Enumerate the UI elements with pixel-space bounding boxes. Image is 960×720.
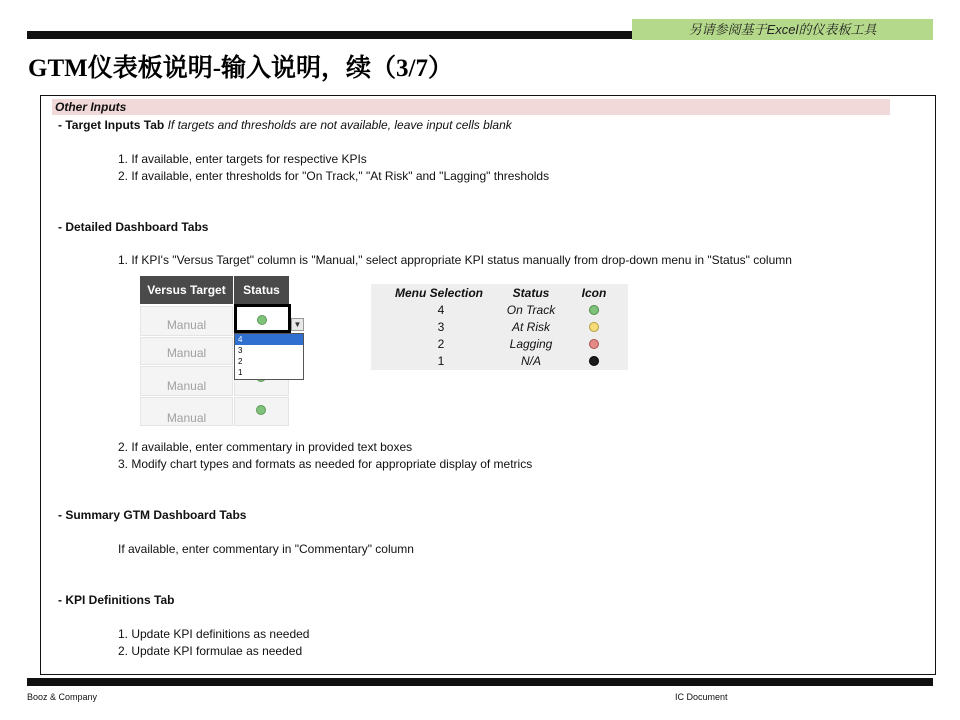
status-legend-table: [371, 284, 628, 370]
status-green-icon: [256, 405, 266, 415]
dropdown-option[interactable]: 2: [238, 357, 243, 366]
section-header: Other Inputs: [52, 99, 890, 115]
page-title: GTM仪表板说明-输入说明，续（3/7）: [28, 55, 453, 82]
legend-status: Lagging: [509, 337, 553, 351]
footer-document-label: IC Document: [675, 692, 728, 702]
target-inputs-line: [58, 118, 512, 132]
footer-company: Booz & Company: [27, 692, 98, 702]
dropdown-option[interactable]: 3: [238, 346, 243, 355]
summary-item: If available, enter commentary in "Commentary" column: [118, 542, 414, 556]
versus-target-cell: Manual: [140, 306, 233, 336]
versus-target-cell: Manual: [140, 397, 233, 426]
lagging-icon: [589, 339, 599, 349]
status-dropdown-list[interactable]: [234, 333, 304, 380]
legend-selection: 4: [437, 303, 445, 317]
kpi-item-1: 1. Update KPI definitions as needed: [118, 627, 310, 641]
versus-target-cell: Manual: [140, 337, 233, 365]
legend-selection: 1: [437, 354, 445, 368]
detailed-item-1: 1. If KPI's "Versus Target" column is "Manual," select appropriate KPI status manually from drop-down menu in "Status" column: [118, 253, 792, 267]
legend-status: On Track: [506, 303, 556, 317]
legend-header-icon: Icon: [581, 286, 607, 300]
legend-status: At Risk: [511, 320, 550, 334]
kpi-item-2: 2. Update KPI formulae as needed: [118, 644, 303, 658]
dropdown-arrow-icon[interactable]: ▼: [291, 318, 304, 331]
detailed-item-2: 2. If available, enter commentary in provided text boxes: [118, 440, 413, 454]
status-green-icon: [257, 315, 267, 325]
legend-header-selection: Menu Selection: [395, 286, 484, 300]
summary-tabs-heading: - Summary GTM Dashboard Tabs: [58, 508, 247, 522]
on-track-icon: [589, 305, 599, 315]
legend-selection: 3: [437, 320, 445, 334]
legend-header-status: Status: [512, 286, 550, 300]
dropdown-option[interactable]: 4: [235, 334, 303, 345]
detailed-item-3: 3. Modify chart types and formats as needed for appropriate display of metrics: [118, 457, 533, 471]
detailed-tabs-heading: - Detailed Dashboard Tabs: [58, 220, 209, 234]
dropdown-option[interactable]: 1: [238, 368, 243, 377]
na-icon: [589, 356, 599, 366]
target-item-2: 2. If available, enter thresholds for "On Track," "At Risk" and "Lagging" thresholds: [118, 169, 550, 183]
versus-target-cell: Manual: [140, 366, 233, 396]
at-risk-icon: [589, 322, 599, 332]
target-inputs-heading: - Target Inputs Tab: [58, 118, 165, 132]
status-header: Status: [234, 276, 289, 304]
target-item-1: 1. If available, enter targets for respective KPIs: [118, 152, 367, 166]
bottom-rule: [27, 678, 933, 686]
legend-status: N/A: [520, 354, 541, 368]
kpi-definitions-heading: - KPI Definitions Tab: [58, 593, 175, 607]
legend-selection: 2: [437, 337, 445, 351]
target-inputs-note: If targets and thresholds are not available, leave input cells blank: [167, 118, 512, 132]
status-cell-selected[interactable]: [234, 304, 291, 333]
reference-banner: 另请参阅基于Excel的仪表板工具: [632, 19, 933, 40]
versus-target-header: Versus Target: [140, 276, 233, 304]
